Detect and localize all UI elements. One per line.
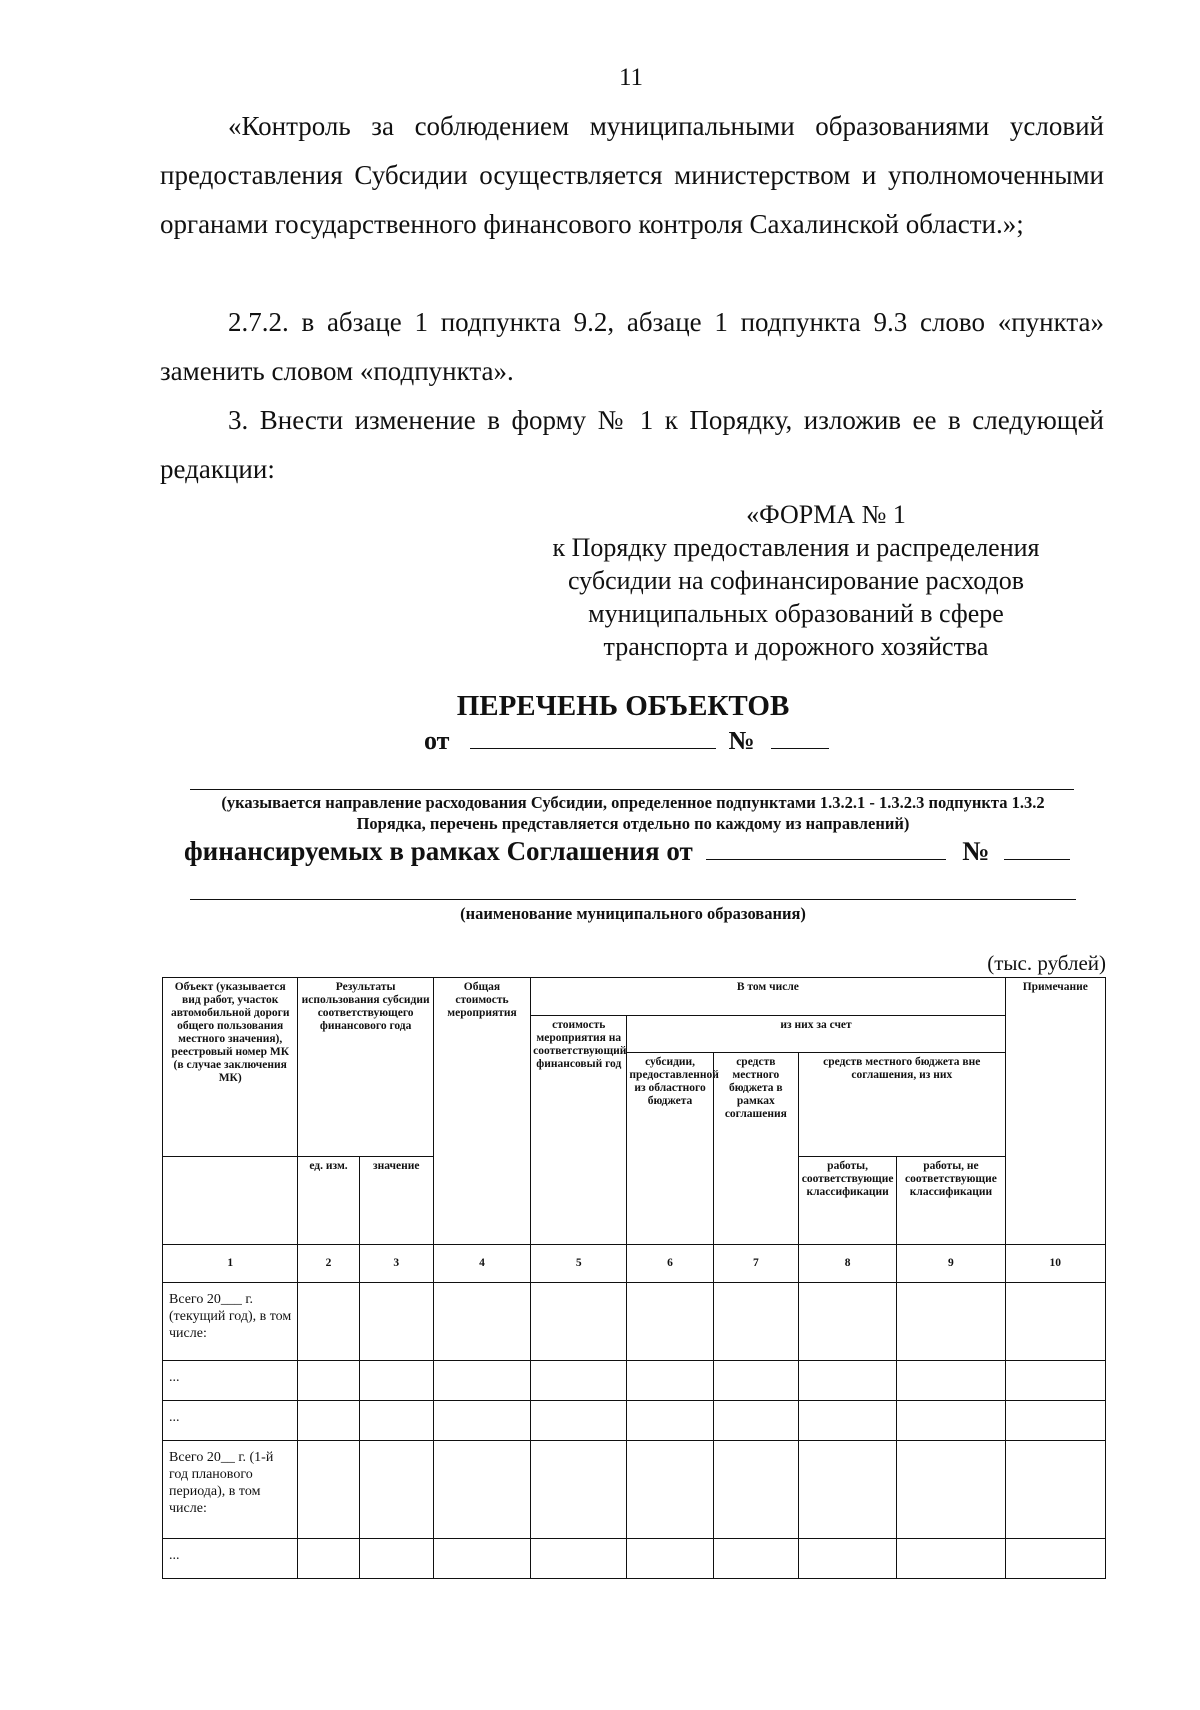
table-row — [163, 1539, 1106, 1579]
header-object: Объект (указывается вид работ, участок автомобильной дороги общего пользования местного значения), реестровый номер МК (в случае заключения МК) — [163, 978, 298, 1157]
row-label: ... — [163, 1539, 298, 1579]
header-local-out: средств местного бюджета вне соглашения, из них — [798, 1053, 1005, 1157]
col-number: 6 — [627, 1245, 713, 1283]
header-local-in: средств местного бюджета в рамках соглашения — [713, 1053, 798, 1245]
col-number: 10 — [1005, 1245, 1105, 1283]
municipality-blank-line — [190, 899, 1076, 900]
form-header-line: к Порядку предоставления и распределения — [552, 533, 1040, 562]
page-number: 11 — [618, 64, 644, 91]
header-cost-year: стоимость мероприятия на соответствующий финансовый год — [531, 1016, 627, 1245]
paragraph-form-change: 3. Внести изменение в форму № 1 к Порядку, изложив ее в следующей редакции: — [160, 405, 1104, 484]
header-object-empty — [163, 1157, 298, 1245]
financed-label: финансируемых в рамках Соглашения от — [184, 836, 693, 866]
financed-line — [184, 836, 1070, 867]
table-row — [163, 1283, 1106, 1361]
header-of-which: из них за счет — [627, 1016, 1005, 1053]
agreement-number-blank — [1004, 837, 1070, 860]
paragraph-amendment: 2.7.2. в абзаце 1 подпункта 9.2, абзаце 1 подпункта 9.3 слово «пункта» заменить словом «подпункта». — [160, 307, 1104, 386]
list-title: ПЕРЕЧЕНЬ ОБЪЕКТОВ — [456, 690, 790, 722]
date-blank — [470, 726, 716, 749]
col-number: 8 — [798, 1245, 896, 1283]
col-number: 3 — [359, 1245, 433, 1283]
note-direction: (указывается направление расходования Субсидии, определенное подпунктами 1.3.2.1 - 1.3.2.3 подпункта 1.3.2 Порядка, перечень представляется отдельно по каждому из направлений) — [221, 793, 1045, 833]
number-blank — [771, 726, 829, 749]
from-line — [424, 726, 829, 756]
header-subsidy: субсидии, предоставленной из областного бюджета — [627, 1053, 713, 1245]
col-number: 5 — [531, 1245, 627, 1283]
table-row — [163, 1401, 1106, 1441]
col-number: 2 — [298, 1245, 359, 1283]
header-works-match: работы, соответствующие классификации — [798, 1157, 896, 1245]
form-header-title: «ФОРМА № 1 — [746, 500, 906, 529]
header-value: значение — [359, 1157, 433, 1245]
note-municipality: (наименование муниципального образования) — [460, 904, 806, 923]
row-label: Всего 20__ г. (1-й год планового периода), в том числе: — [163, 1441, 298, 1539]
from-label: от — [424, 726, 450, 755]
units-label: (тыс. рублей) — [987, 951, 1106, 975]
header-note: Примечание — [1005, 978, 1105, 1245]
col-number: 4 — [433, 1245, 530, 1283]
row-label: Всего 20___ г. (текущий год), в том числе: — [163, 1283, 298, 1361]
form-header-line: субсидии на софинансирование расходов — [567, 566, 1024, 595]
header-unit: ед. изм. — [298, 1157, 359, 1245]
col-number: 1 — [163, 1245, 298, 1283]
direction-blank-line — [190, 789, 1074, 790]
form-header — [520, 498, 1072, 663]
table-row — [163, 1441, 1106, 1539]
col-number: 7 — [713, 1245, 798, 1283]
col-number: 9 — [897, 1245, 1005, 1283]
form-header-line: муниципальных образований в сфере — [588, 599, 1004, 628]
header-total-cost: Общая стоимость мероприятия — [433, 978, 530, 1245]
row-label: ... — [163, 1401, 298, 1441]
table-row — [163, 1361, 1106, 1401]
header-results: Результаты использования субсидии соответствующего финансового года — [298, 978, 433, 1157]
header-including: В том числе — [531, 978, 1005, 1016]
agreement-date-blank — [706, 837, 946, 860]
row-label: ... — [163, 1361, 298, 1401]
paragraph-control: «Контроль за соблюдением муниципальными образованиями условий предоставления Субсидии осуществляется министерством и уполномоченными органами государственного финансового контроля Сахалинской области.»; — [160, 111, 1104, 239]
agreement-number-label: № — [962, 836, 990, 866]
number-label: № — [728, 726, 755, 755]
form-header-line: транспорта и дорожного хозяйства — [603, 632, 989, 661]
header-works-nomatch: работы, не соответствующие классификации — [897, 1157, 1005, 1245]
objects-table — [162, 977, 1106, 1579]
